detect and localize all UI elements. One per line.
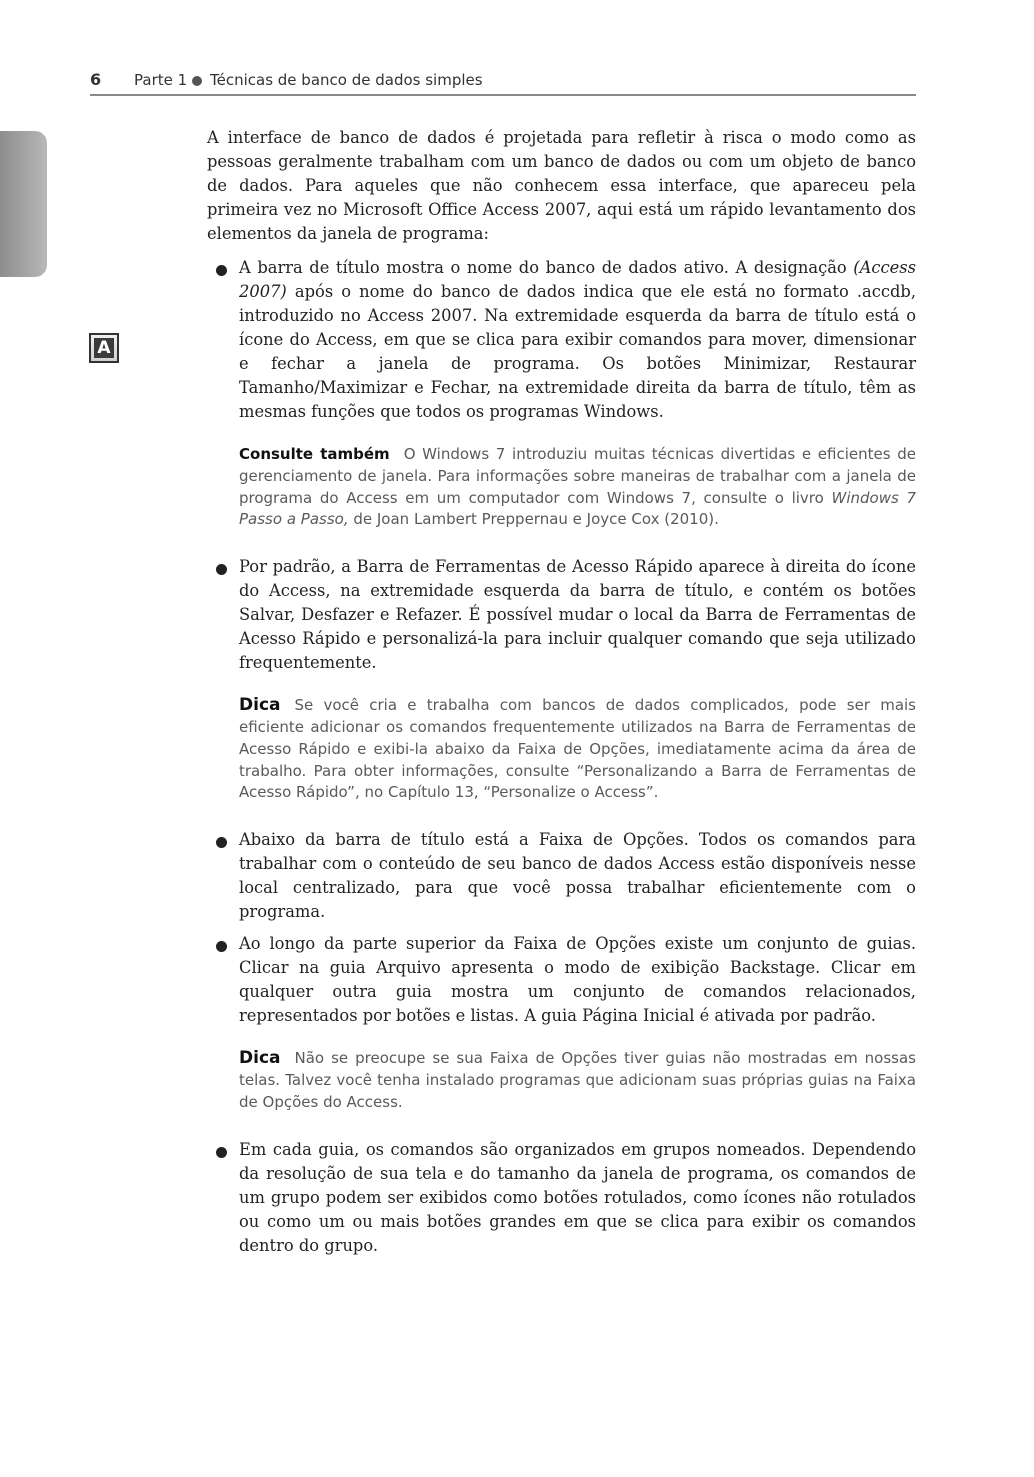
note-label: Dica	[239, 1048, 281, 1069]
page-number: 6	[90, 70, 102, 89]
intro-paragraph: A interface de banco de dados é projetada para refletir à risca o modo como as pessoas geralmente trabalham com um banco de dados ou com um objeto de banco de dados. Para aqueles que não conhecem essa interface, que apareceu pela primeira vez no Microsoft Office Access 2007, aqui está um rápido levantamento dos elementos da janela de programa:	[207, 128, 916, 243]
list-item-text: A barra de título mostra o nome do banco de dados ativo. A designação (Access 2007) após o nome do banco de dados indica que ele está no formato .accdb, introduzido no Access 2007. Na extremidade esquerda da barra de título está o ícone do Access, em que se clica para exibir comandos para mover, dimensionar e fechar a janela de programa. Os botões Minimizar, Restaurar Tamanho/Maximizar e Fechar, na extremidade direita da barra de título, têm as mesmas funções que todos os programas Windows.	[239, 258, 916, 421]
running-title: Técnicas de banco de dados simples	[210, 71, 483, 89]
see-also-note: Consulte também O Windows 7 introduziu muitas técnicas divertidas e eficientes de gerenciamento de janela. Para informações sobre maneiras de trabalhar com a janela de programa do Access em um computador com Windows 7, consulte o livro Windows 7 Passo a Passo, de Joan Lambert Preppernau e Joyce Cox (2010).	[239, 445, 916, 529]
list-item-text: Por padrão, a Barra de Ferramentas de Acesso Rápido aparece à direita do ícone do Access, na extremidade esquerda da barra de título, e contém os botões Salvar, Desfazer e Refazer. É possível mudar o local da Barra de Ferramentas de Acesso Rápido e personalizá-la para incluir qualquer comando que seja utilizado frequentemente.	[239, 557, 916, 673]
bullet-icon	[216, 1147, 227, 1158]
list-item	[207, 828, 916, 924]
tip-note: Dica Não se preocupe se sua Faixa de Opções tiver guias não mostradas em nossas telas. Talvez você tenha instalado programas que adicionam suas próprias guias na Faixa de Opções do Access.	[239, 1048, 916, 1111]
bullet-dot-icon	[192, 76, 202, 86]
note-label: Dica	[239, 695, 281, 716]
list-item	[207, 932, 916, 1028]
list-item	[207, 256, 916, 424]
page-header	[90, 68, 916, 96]
bullet-icon	[216, 941, 227, 952]
list-item-text: Em cada guia, os comandos são organizados em grupos nomeados. Dependendo da resolução de sua tela e do tamanho da janela de programa, os comandos de um grupo podem ser exibidos como botões rotulados, como ícones não rotulados ou como um ou mais botões grandes em que se clica para exibir os comandos dentro do grupo.	[239, 1139, 916, 1255]
list-item	[207, 1138, 916, 1258]
part-label: Parte 1	[134, 71, 188, 89]
chapter-thumb-tab	[0, 131, 47, 277]
list-item-text: Abaixo da barra de título está a Faixa de Opções. Todos os comandos para trabalhar com o conteúdo de seu banco de dados Access estão disponíveis nesse local centralizado, para que você possa trabalhar eficientemente com o programa.	[239, 830, 916, 922]
bullet-icon	[216, 265, 227, 276]
bullet-icon	[216, 837, 227, 848]
main-content	[207, 126, 916, 1258]
note-label: Consulte também	[239, 445, 390, 463]
access-icon-letter: A	[94, 338, 114, 358]
access-icon	[89, 333, 119, 363]
bullet-icon	[216, 564, 227, 575]
list-item-text: Ao longo da parte superior da Faixa de Opções existe um conjunto de guias. Clicar na guia Arquivo apresenta o modo de exibição Backstage. Clicar em qualquer outra guia mostra um conjunto de comandos relacionados, representados por botões e listas. A guia Página Inicial é ativada por padrão.	[239, 934, 916, 1026]
list-item	[207, 555, 916, 675]
tip-note: Dica Se você cria e trabalha com bancos de dados complicados, pode ser mais eficiente adicionar os comandos frequentemente utilizados na Barra de Ferramentas de Acesso Rápido e exibi-la abaixo da Faixa de Opções, imediatamente acima da área de trabalho. Para obter informações, consulte “Personalizando a Barra de Ferramentas de Acesso Rápido”, no Capítulo 13, “Personalize o Access”.	[239, 695, 916, 802]
